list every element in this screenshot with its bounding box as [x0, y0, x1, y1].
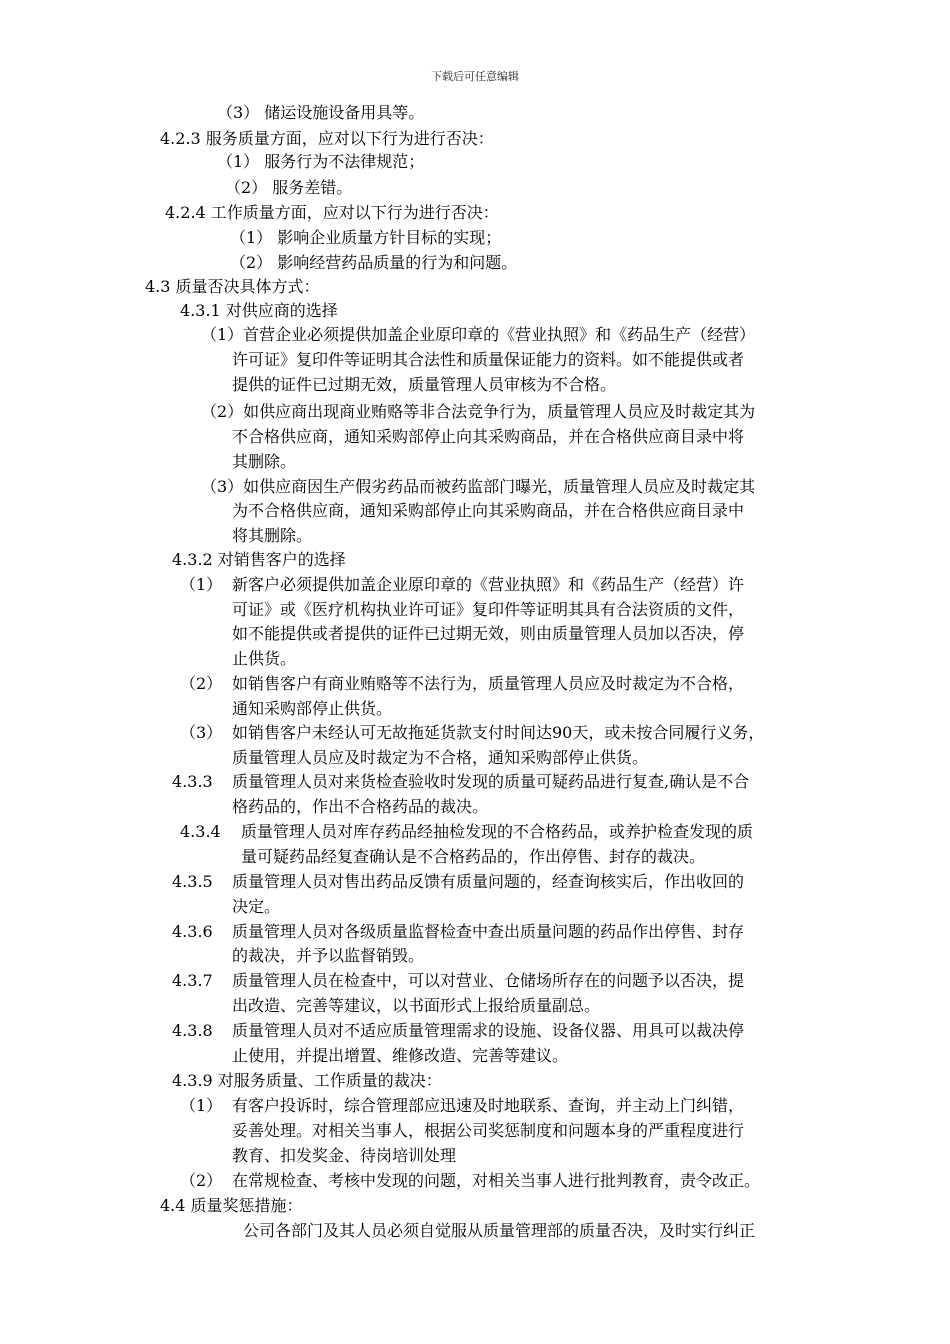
subsection-number: 4.3.6: [172, 922, 213, 941]
text-line: 为不合格供应商，通知采购部停止向其采购商品，并在合格供应商目录中: [232, 501, 745, 520]
text-line: 在常规检查、考核中发现的问题，对相关当事人进行批判教育，责令改正。: [232, 1171, 761, 1190]
list-marker: （2）: [180, 674, 223, 693]
text-line: 公司各部门及其人员必须自觉服从质量管理部的质量否决，及时实行纠正: [243, 1221, 756, 1240]
text-line: 质量管理人员对售出药品反馈有质量问题的，经查询核实后，作出收回的: [232, 872, 745, 891]
list-marker: （2）: [180, 1171, 223, 1190]
text-line: 止使用，并提出增置、维修改造、完善等建议。: [232, 1046, 569, 1065]
text-line: （1） 影响企业质量方针目标的实现；: [230, 228, 502, 247]
text-line: 其删除。: [232, 452, 297, 471]
text-line: 量可疑药品经复查确认是不合格药品的，作出停售、封存的裁决。: [241, 847, 706, 866]
text-line: 不合格供应商，通知采购部停止向其采购商品，并在合格供应商目录中将: [232, 427, 745, 446]
section-heading: 4.4 质量奖惩措施：: [160, 1196, 303, 1215]
text-line: 如销售客户未经认可无故拖延货款支付时间达90天，或未按合同履行义务，: [232, 723, 765, 742]
list-marker: （1）: [180, 575, 223, 594]
text-line: 格药品的，作出不合格药品的裁决。: [232, 797, 489, 816]
text-line: 质量管理人员对库存药品经抽检发现的不合格药品，或养护检查发现的质: [241, 822, 754, 841]
text-line: （2） 服务差错。: [225, 178, 353, 197]
subsection-number: 4.3.8: [172, 1021, 213, 1040]
text-line: 质量管理人员对不适应质量管理需求的设施、设备仪器、用具可以裁决停: [232, 1021, 745, 1040]
section-heading: 4.3 质量否决具体方式：: [145, 277, 320, 296]
text-line: 新客户必须提供加盖企业原印章的《营业执照》和《药品生产（经营）许: [232, 575, 745, 594]
text-line: 可证》或《医疗机构执业许可证》复印件等证明其具有合法资质的文件，: [232, 600, 745, 619]
text-line: 将其删除。: [232, 526, 313, 545]
text-line: 许可证》复印件等证明其合法性和质量保证能力的资料。如不能提供或者: [232, 350, 745, 369]
subsection-number: 4.3.3: [172, 772, 213, 791]
list-marker: （1）: [180, 1096, 223, 1115]
text-line: 提供的证件已过期无效，质量管理人员审核为不合格。: [232, 375, 617, 394]
page-header: 下载后可任意编辑: [431, 70, 519, 83]
list-marker: （3）: [180, 723, 223, 742]
text-line: 质量管理人员在检查中，可以对营业、仓储场所存在的问题予以否决，提: [232, 971, 745, 990]
text-line: 质量管理人员对来货检查验收时发现的质量可疑药品进行复查,确认是不合: [232, 772, 750, 791]
text-line: （3） 储运设施设备用具等。: [217, 103, 425, 122]
subsection-number: 4.3.7: [172, 971, 213, 990]
text-line: 通知采购部停止供货。: [232, 699, 393, 718]
subsection-heading: 4.3.1 对供应商的选择: [180, 301, 338, 320]
subsection-heading: 4.3.2 对销售客户的选择: [172, 550, 346, 569]
subsection-number: 4.3.4: [180, 822, 221, 841]
text-line: 质量管理人员对各级质量监督检查中查出质量问题的药品作出停售、封存: [232, 922, 745, 941]
section-heading: 4.2.3 服务质量方面，应对以下行为进行否决：: [160, 129, 494, 148]
text-line: 质量管理人员应及时裁定为不合格，通知采购部停止供货。: [232, 748, 649, 767]
section-heading: 4.2.4 工作质量方面，应对以下行为进行否决：: [165, 203, 499, 222]
text-line: 教育、扣发奖金、待岗培训处理: [232, 1146, 457, 1165]
text-line: （3）如供应商因生产假劣药品而被药监部门曝光，质量管理人员应及时裁定其: [201, 477, 756, 496]
text-line: 的裁决，并予以监督销毁。: [232, 946, 425, 965]
text-line: （1） 服务行为不法律规范；: [217, 152, 425, 171]
text-line: （2） 影响经营药品质量的行为和问题。: [230, 253, 518, 272]
text-line: 决定。: [232, 897, 281, 916]
text-line: （2）如供应商出现商业贿赂等非合法竞争行为，质量管理人员应及时裁定其为: [201, 402, 756, 421]
text-line: 止供货。: [232, 649, 297, 668]
text-line: 如不能提供或者提供的证件已过期无效，则由质量管理人员加以否决，停: [232, 624, 745, 643]
text-line: 妥善处理。对相关当事人，根据公司奖惩制度和问题本身的严重程度进行: [232, 1121, 745, 1140]
subsection-number: 4.3.5: [172, 872, 213, 891]
text-line: 如销售客户有商业贿赂等不法行为，质量管理人员应及时裁定为不合格，: [232, 674, 745, 693]
text-line: 有客户投诉时，综合管理部应迅速及时地联系、查询，并主动上门纠错，: [232, 1096, 745, 1115]
text-line: 出改造、完善等建议，以书面形式上报给质量副总。: [232, 996, 601, 1015]
subsection-heading: 4.3.9 对服务质量、工作质量的裁决：: [172, 1071, 442, 1090]
text-line: （1）首营企业必须提供加盖企业原印章的《营业执照》和《药品生产（经营）: [201, 325, 756, 344]
